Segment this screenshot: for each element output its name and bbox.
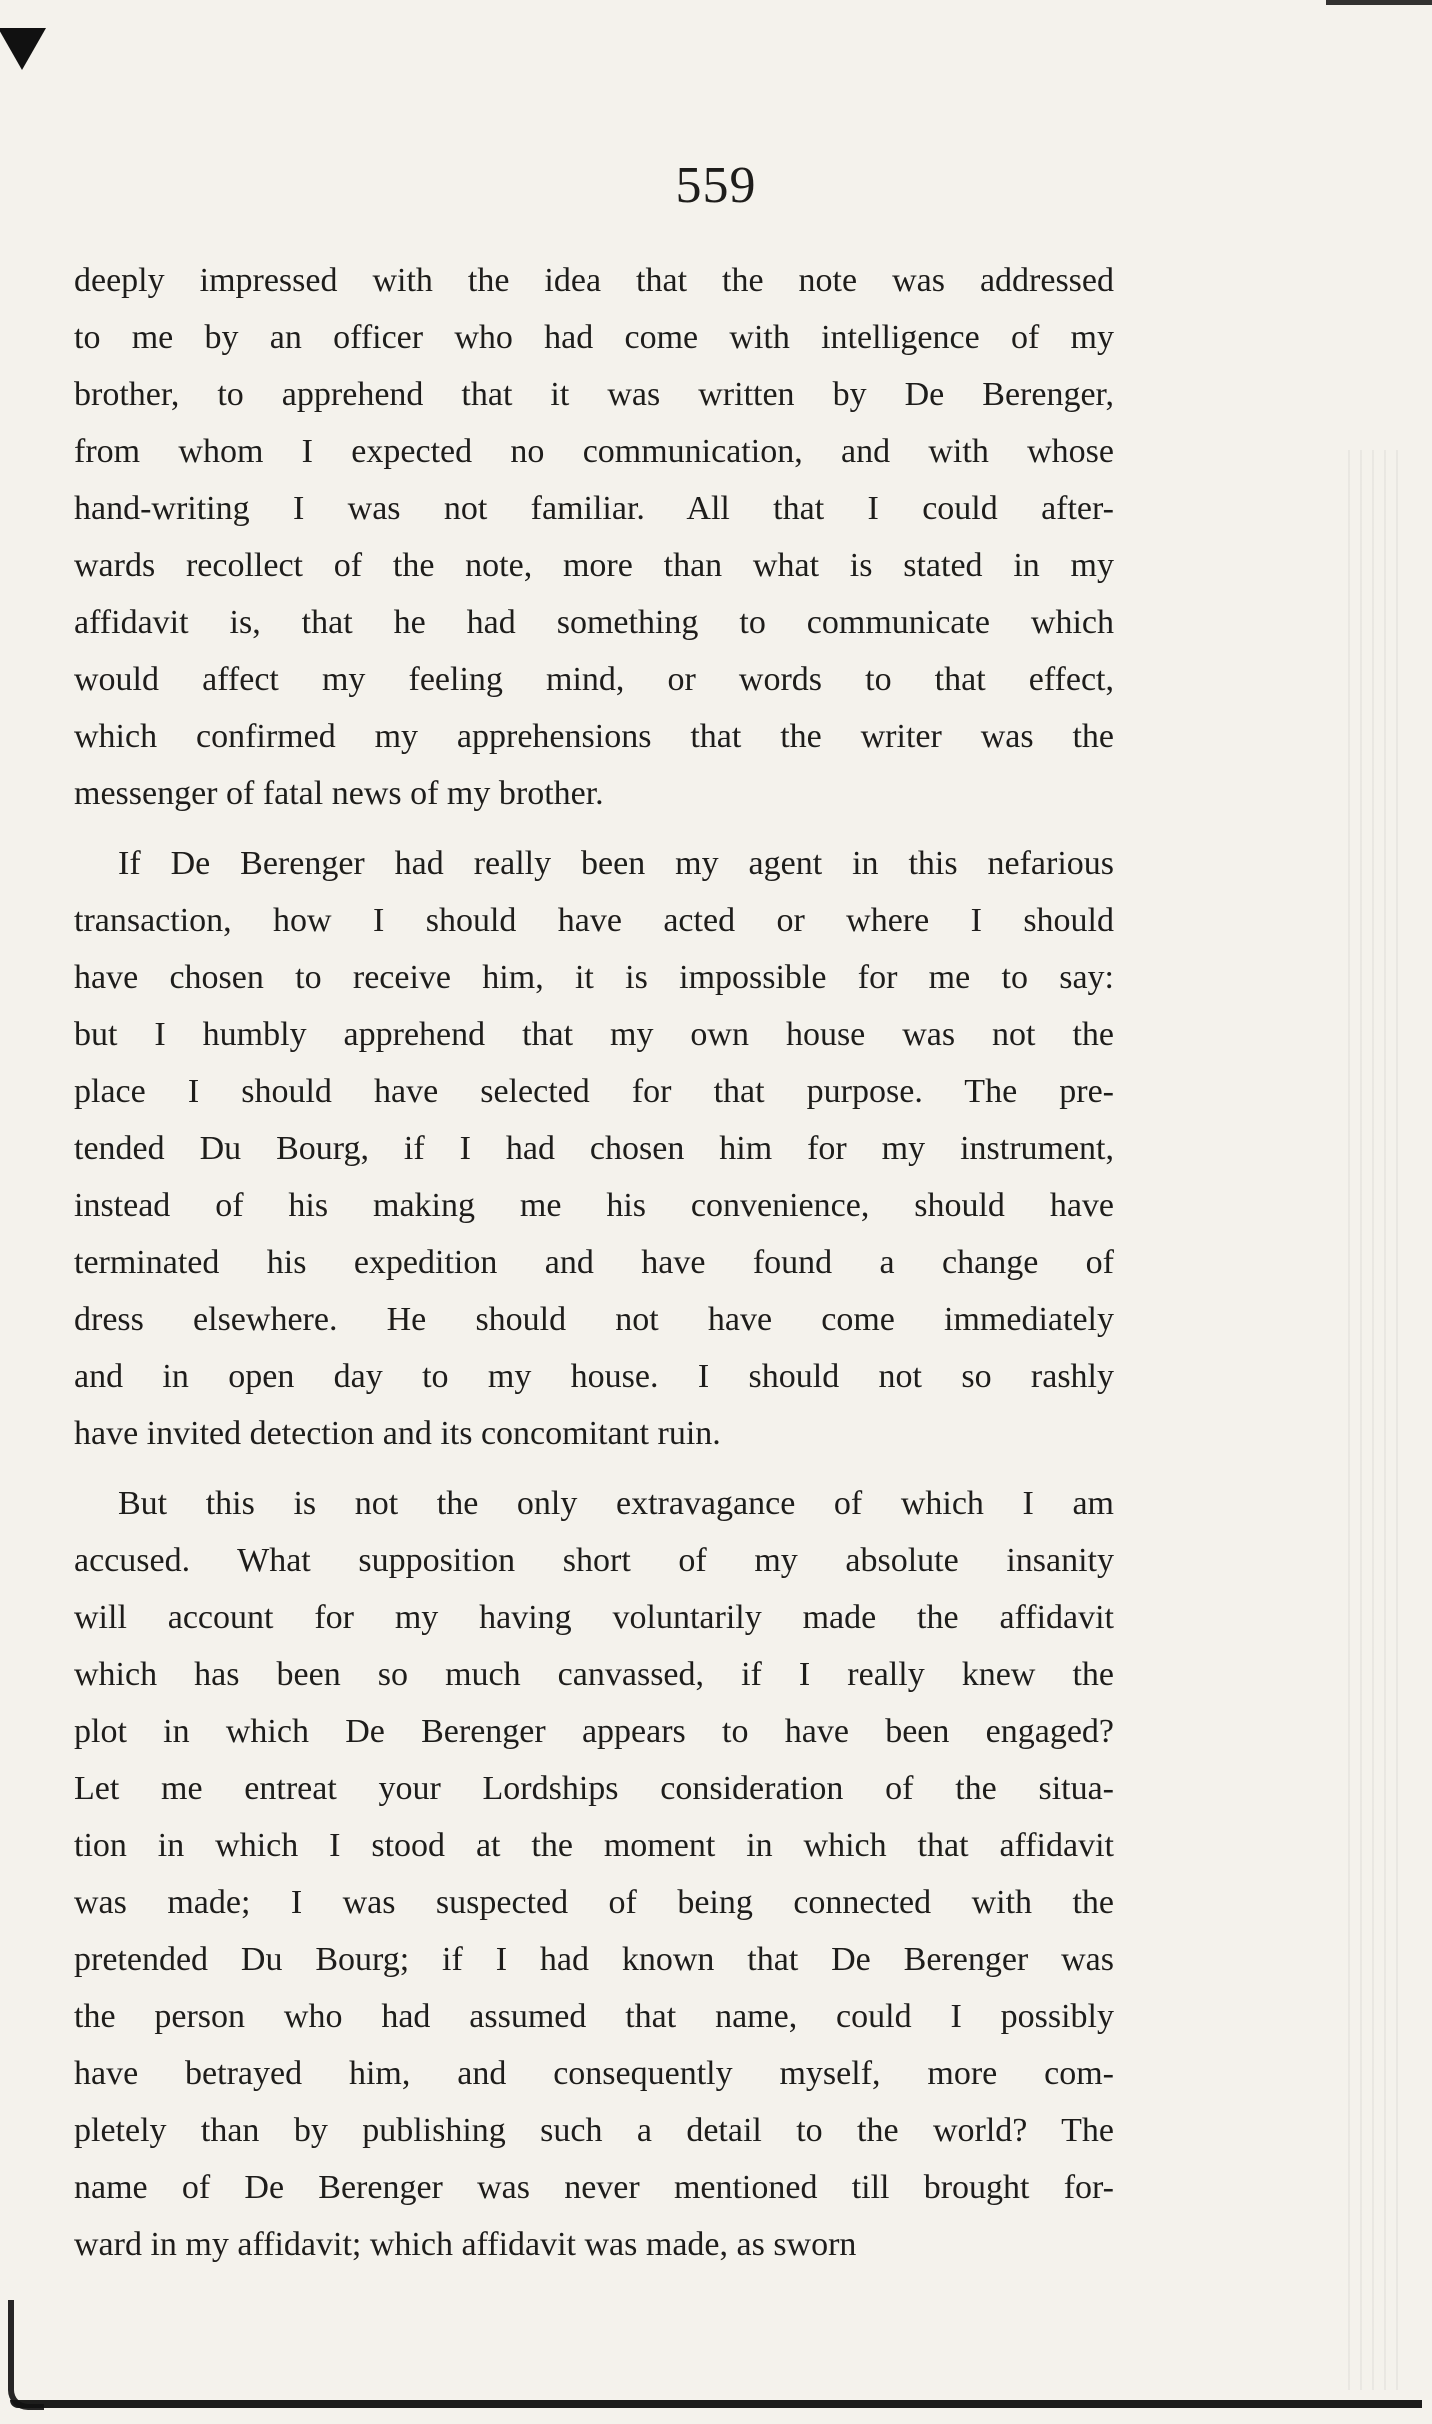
paragraph-line: the person who had assumed that name, could I possibly: [74, 1998, 1114, 2035]
paragraph-line: place I should have selected for that purpose. The pre-: [74, 1073, 1114, 1110]
paragraph-line: instead of his making me his convenience, should have: [74, 1187, 1114, 1224]
paragraph-line: would affect my feeling mind, or words to that effect,: [74, 661, 1114, 698]
paragraph-line: and in open day to my house. I should not so rashly: [74, 1358, 1114, 1395]
paragraph-line: plot in which De Berenger appears to have been engaged?: [74, 1713, 1114, 1750]
paragraph-line: have chosen to receive him, it is impossible for me to say:: [74, 959, 1114, 996]
paragraph-line: accused. What supposition short of my absolute insanity: [74, 1542, 1114, 1579]
paragraph-line: will account for my having voluntarily made the affidavit: [74, 1599, 1114, 1636]
top-edge-rule: [1326, 0, 1432, 5]
binding-shadow: [1338, 450, 1398, 2390]
paragraph-line: wards recollect of the note, more than what is stated in my: [74, 547, 1114, 584]
paragraph-line: name of De Berenger was never mentioned till brought for-: [74, 2169, 1114, 2206]
paragraph-line: dress elsewhere. He should not have come immediately: [74, 1301, 1114, 1338]
paragraph-line: terminated his expedition and have found a change of: [74, 1244, 1114, 1281]
paragraph-line: from whom I expected no communication, and with whose: [74, 433, 1114, 470]
paragraph-line: was made; I was suspected of being connected with the: [74, 1884, 1114, 1921]
paragraph-2: [74, 835, 1114, 1462]
paragraph-line: If De Berenger had really been my agent in this nefarious: [118, 845, 1114, 882]
paragraph-1: [74, 252, 1114, 822]
page-number: 559: [675, 157, 757, 214]
paragraph-line: tended Du Bourg, if I had chosen him for my instrument,: [74, 1130, 1114, 1167]
corner-mark: [0, 28, 46, 70]
paragraph-line: messenger of fatal news of my brother.: [74, 775, 604, 812]
bottom-edge-rule: [10, 2400, 1422, 2408]
paragraph-line: have invited detection and its concomitant ruin.: [74, 1415, 721, 1452]
paragraph-line: but I humbly apprehend that my own house was not the: [74, 1016, 1114, 1053]
paragraph-line: hand-writing I was not familiar. All that I could after-: [74, 490, 1114, 527]
paragraph-line: which has been so much canvassed, if I really knew the: [74, 1656, 1114, 1693]
paragraph-line: deeply impressed with the idea that the note was addressed: [74, 262, 1114, 299]
paragraph-line: But this is not the only extravagance of which I am: [118, 1485, 1114, 1522]
paragraph-line: ward in my affidavit; which affidavit was made, as sworn: [74, 2226, 857, 2263]
paragraph-line: have betrayed him, and consequently myself, more com-: [74, 2055, 1114, 2092]
paragraph-line: pletely than by publishing such a detail to the world? The: [74, 2112, 1114, 2149]
paragraph-line: transaction, how I should have acted or where I should: [74, 902, 1114, 939]
paragraph-line: affidavit is, that he had something to communicate which: [74, 604, 1114, 641]
paragraph-line: Let me entreat your Lordships consideration of the situa-: [74, 1770, 1114, 1807]
paragraph-gap: [74, 822, 1114, 835]
body-text: [74, 252, 1114, 2273]
paragraph-gap: [74, 1462, 1114, 1475]
paragraph-line: which confirmed my apprehensions that the writer was the: [74, 718, 1114, 755]
paragraph-line: pretended Du Bourg; if I had known that De Berenger was: [74, 1941, 1114, 1978]
paragraph-3: [74, 1475, 1114, 2273]
paragraph-line: brother, to apprehend that it was written by De Berenger,: [74, 376, 1114, 413]
paragraph-line: tion in which I stood at the moment in which that affidavit: [74, 1827, 1114, 1864]
page-edge-curl: [8, 2300, 44, 2410]
paragraph-line: to me by an officer who had come with intelligence of my: [74, 319, 1114, 356]
